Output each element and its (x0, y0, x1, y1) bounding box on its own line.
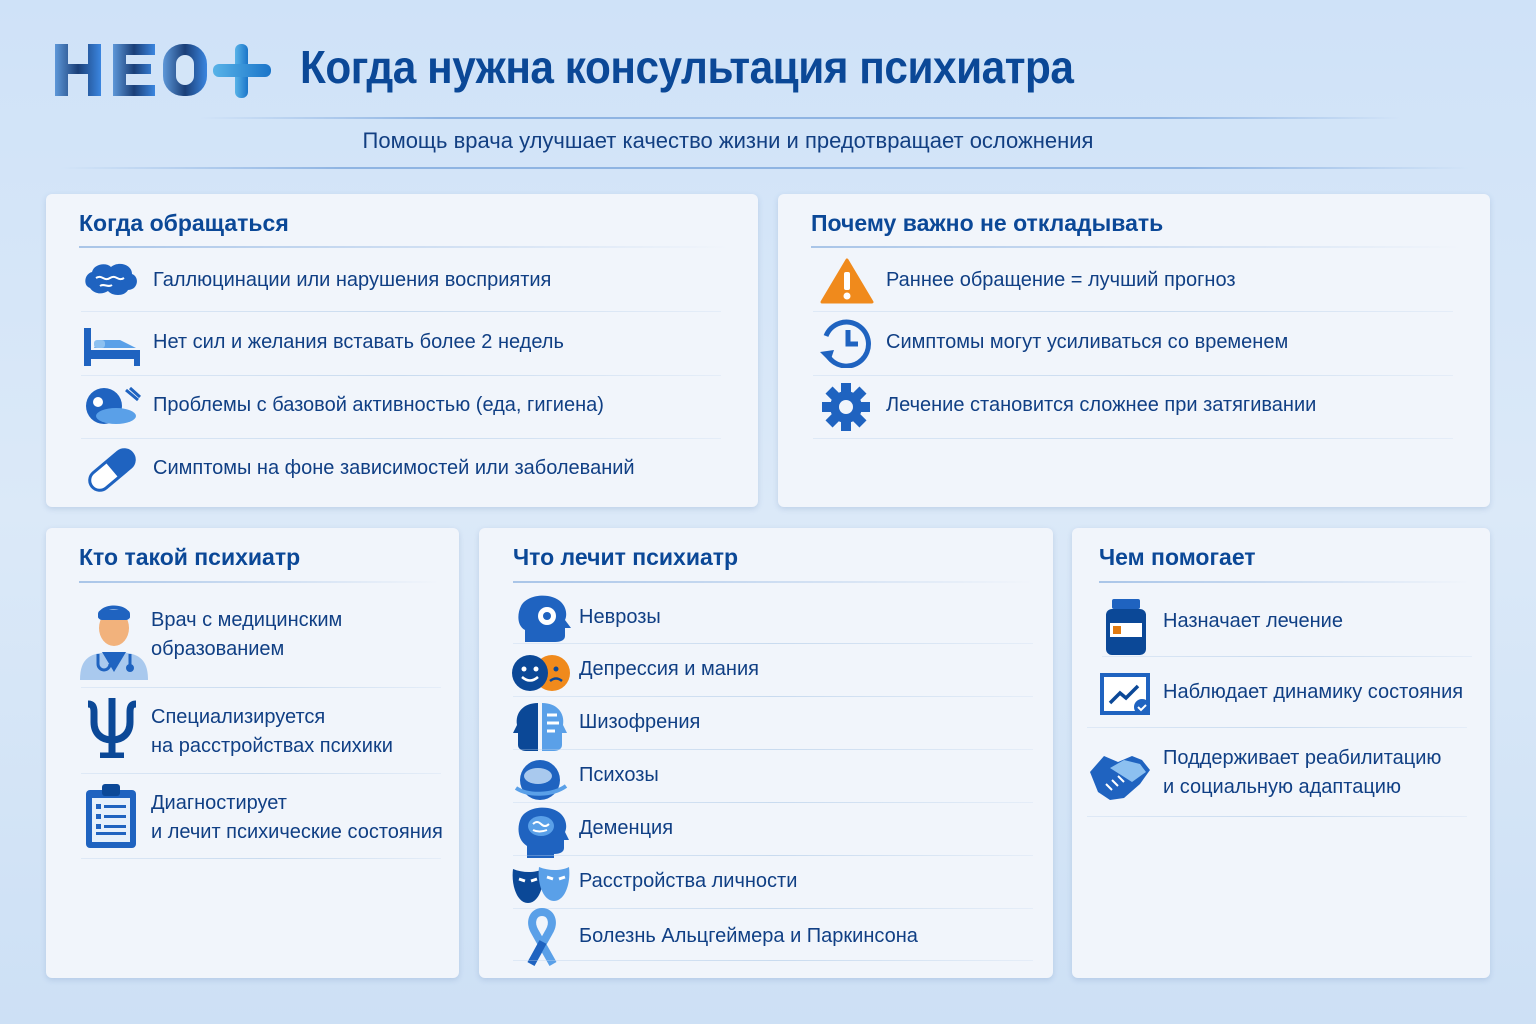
head-gear-icon (515, 594, 571, 642)
list-item: Наблюдает динамику состояния (1163, 681, 1464, 703)
list-item: Расстройства личности (579, 870, 798, 892)
food-hygiene-icon (82, 386, 142, 430)
clock-icon (818, 318, 874, 368)
divider (60, 167, 1470, 169)
card-why-not-delay (778, 194, 1490, 507)
card-title: Чем помогает (1099, 544, 1256, 570)
head-brain-icon (513, 806, 569, 858)
doctor-icon (76, 598, 152, 680)
handshake-icon (1088, 746, 1152, 802)
list-item: Симптомы могут усиливаться со временем (886, 331, 1289, 353)
list-item: Галлюцинации или нарушения восприятия (153, 269, 552, 291)
list-item: Неврозы (579, 606, 661, 628)
list-item: Шизофрения (579, 711, 701, 733)
list-item: Лечение становится сложнее при затягивании (886, 394, 1317, 416)
card-title: Что лечит психиатр (513, 544, 739, 570)
list-item: Деменция (579, 817, 674, 839)
brain-cloud-icon (512, 758, 570, 802)
chart-icon (1100, 673, 1152, 717)
card-title: Почему важно не откладывать (811, 210, 1164, 236)
card-when-to-apply (46, 194, 758, 507)
pill-icon (84, 444, 140, 496)
list-item: Психозы (579, 764, 659, 786)
page-subtitle: Помощь врача улучшает качество жизни и предотвращает осложнения (362, 128, 1094, 153)
list-item: Назначает лечение (1163, 610, 1343, 632)
card-what-treats (479, 528, 1053, 978)
card-who-is-psychiatrist (46, 528, 459, 978)
brain-icon (82, 260, 140, 300)
list-item: Нет сил и желания вставать более 2 недель (153, 331, 564, 353)
bed-icon (82, 326, 142, 368)
list-item: Поддерживает реабилитацию и социальную адаптацию (1163, 747, 1442, 798)
split-head-icon (511, 701, 569, 753)
list-item: Болезнь Альцгеймера и Паркинсона (579, 925, 918, 947)
warning-icon (820, 258, 874, 304)
card-title: Когда обращаться (79, 210, 289, 236)
list-item: Симптомы на фоне зависимостей или заболеваний (153, 457, 635, 479)
card-how-helps (1072, 528, 1490, 978)
list-item: Специализируется на расстройствах психики (151, 706, 393, 757)
list-item: Проблемы с базовой активностью (еда, гигиена) (153, 394, 604, 416)
divider (200, 117, 1400, 119)
neo-plus-logo (55, 40, 275, 102)
faces-icon (510, 653, 572, 693)
list-item: Раннее обращение = лучший прогноз (886, 269, 1236, 291)
list-item: Диагностирует и лечит психические состояния (151, 792, 443, 843)
masks-icon (511, 865, 571, 907)
clipboard-icon (84, 782, 138, 850)
medicine-bottle-icon (1104, 597, 1148, 657)
psi-icon (84, 696, 140, 758)
page-title: Когда нужна консультация психиатра (300, 41, 1074, 93)
ribbon-icon (519, 908, 565, 966)
list-item: Депрессия и мания (579, 658, 759, 680)
gear-icon (821, 382, 871, 432)
card-title: Кто такой психиатр (79, 544, 301, 570)
list-item: Врач с медицинским образованием (151, 609, 343, 660)
